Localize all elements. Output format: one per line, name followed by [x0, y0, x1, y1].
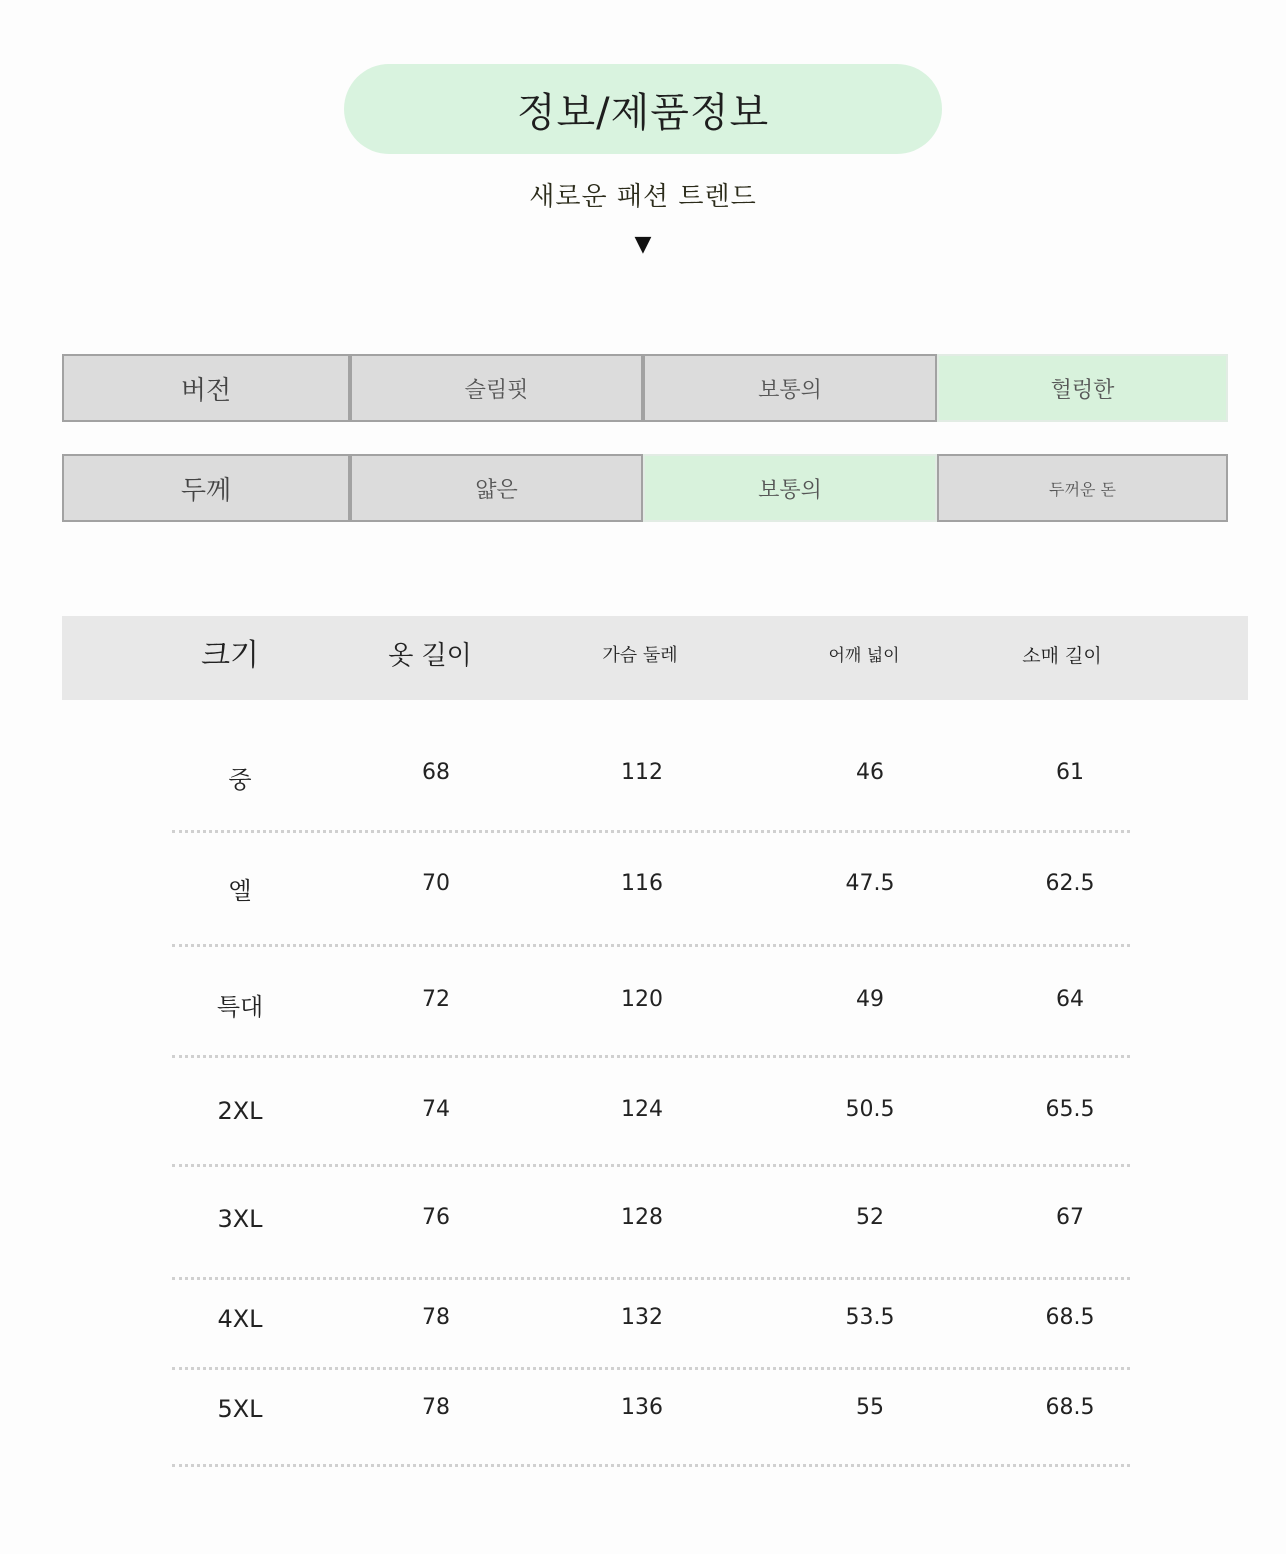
cell-shoulder: 53.5 [845, 1305, 895, 1330]
cell-chest: 124 [621, 1097, 663, 1122]
cell-shoulder: 55 [856, 1395, 884, 1420]
cell-shoulder: 49 [856, 987, 884, 1012]
col-header-shoulder: 어깨 넓이 [828, 646, 900, 666]
row-divider [172, 1277, 1130, 1280]
cell-size: 5XL [217, 1395, 263, 1423]
thickness-option-regular: 보통의 [643, 454, 937, 522]
page-subtitle: 새로운 패션 트렌드 [529, 182, 757, 212]
cell-sleeve: 64 [1056, 987, 1084, 1012]
cell-size: 중 [228, 766, 252, 794]
col-header-sleeve: 소매 길이 [1022, 645, 1102, 667]
col-header-chest: 가슴 둘레 [602, 645, 678, 666]
cell-size: 엘 [228, 877, 252, 905]
row-divider [172, 830, 1130, 833]
cell-chest: 116 [621, 871, 663, 896]
cell-size: 특대 [216, 993, 264, 1021]
fit-option-loose: 헐렁한 [937, 354, 1228, 422]
cell-sleeve: 65.5 [1045, 1097, 1095, 1122]
col-header-size: 크기 [201, 638, 259, 673]
cell-length: 70 [422, 871, 450, 896]
cell-shoulder: 50.5 [845, 1097, 895, 1122]
cell-sleeve: 61 [1056, 760, 1084, 785]
cell-length: 76 [422, 1205, 450, 1230]
fit-label: 버전 [62, 354, 350, 422]
cell-sleeve: 68.5 [1045, 1305, 1095, 1330]
cell-chest: 112 [621, 760, 663, 785]
cell-shoulder: 47.5 [845, 871, 895, 896]
cell-length: 68 [422, 760, 450, 785]
cell-size: 4XL [217, 1305, 263, 1333]
col-header-length: 옷 길이 [388, 641, 472, 671]
cell-chest: 136 [621, 1395, 663, 1420]
cell-sleeve: 68.5 [1045, 1395, 1095, 1420]
down-arrow-icon: ▼ [634, 232, 652, 257]
row-divider [172, 1464, 1130, 1467]
cell-chest: 128 [621, 1205, 663, 1230]
cell-sleeve: 62.5 [1045, 871, 1095, 896]
page-title: 정보/제품정보 [516, 89, 770, 136]
fit-option-slim: 슬림핏 [350, 354, 643, 422]
fit-option-regular: 보통의 [643, 354, 937, 422]
thickness-label: 두께 [62, 454, 350, 522]
thickness-option-thin: 얇은 [350, 454, 643, 522]
cell-length: 72 [422, 987, 450, 1012]
cell-length: 78 [422, 1305, 450, 1330]
cell-shoulder: 52 [856, 1205, 884, 1230]
cell-length: 74 [422, 1097, 450, 1122]
cell-length: 78 [422, 1395, 450, 1420]
row-divider [172, 1367, 1130, 1370]
cell-chest: 132 [621, 1305, 663, 1330]
row-divider [172, 1055, 1130, 1058]
cell-size: 3XL [217, 1205, 263, 1233]
cell-sleeve: 67 [1056, 1205, 1084, 1230]
thickness-option-thick: 두꺼운 돈 [937, 454, 1228, 522]
row-divider [172, 1164, 1130, 1167]
cell-size: 2XL [217, 1097, 263, 1125]
cell-shoulder: 46 [856, 760, 884, 785]
cell-chest: 120 [621, 987, 663, 1012]
row-divider [172, 944, 1130, 947]
